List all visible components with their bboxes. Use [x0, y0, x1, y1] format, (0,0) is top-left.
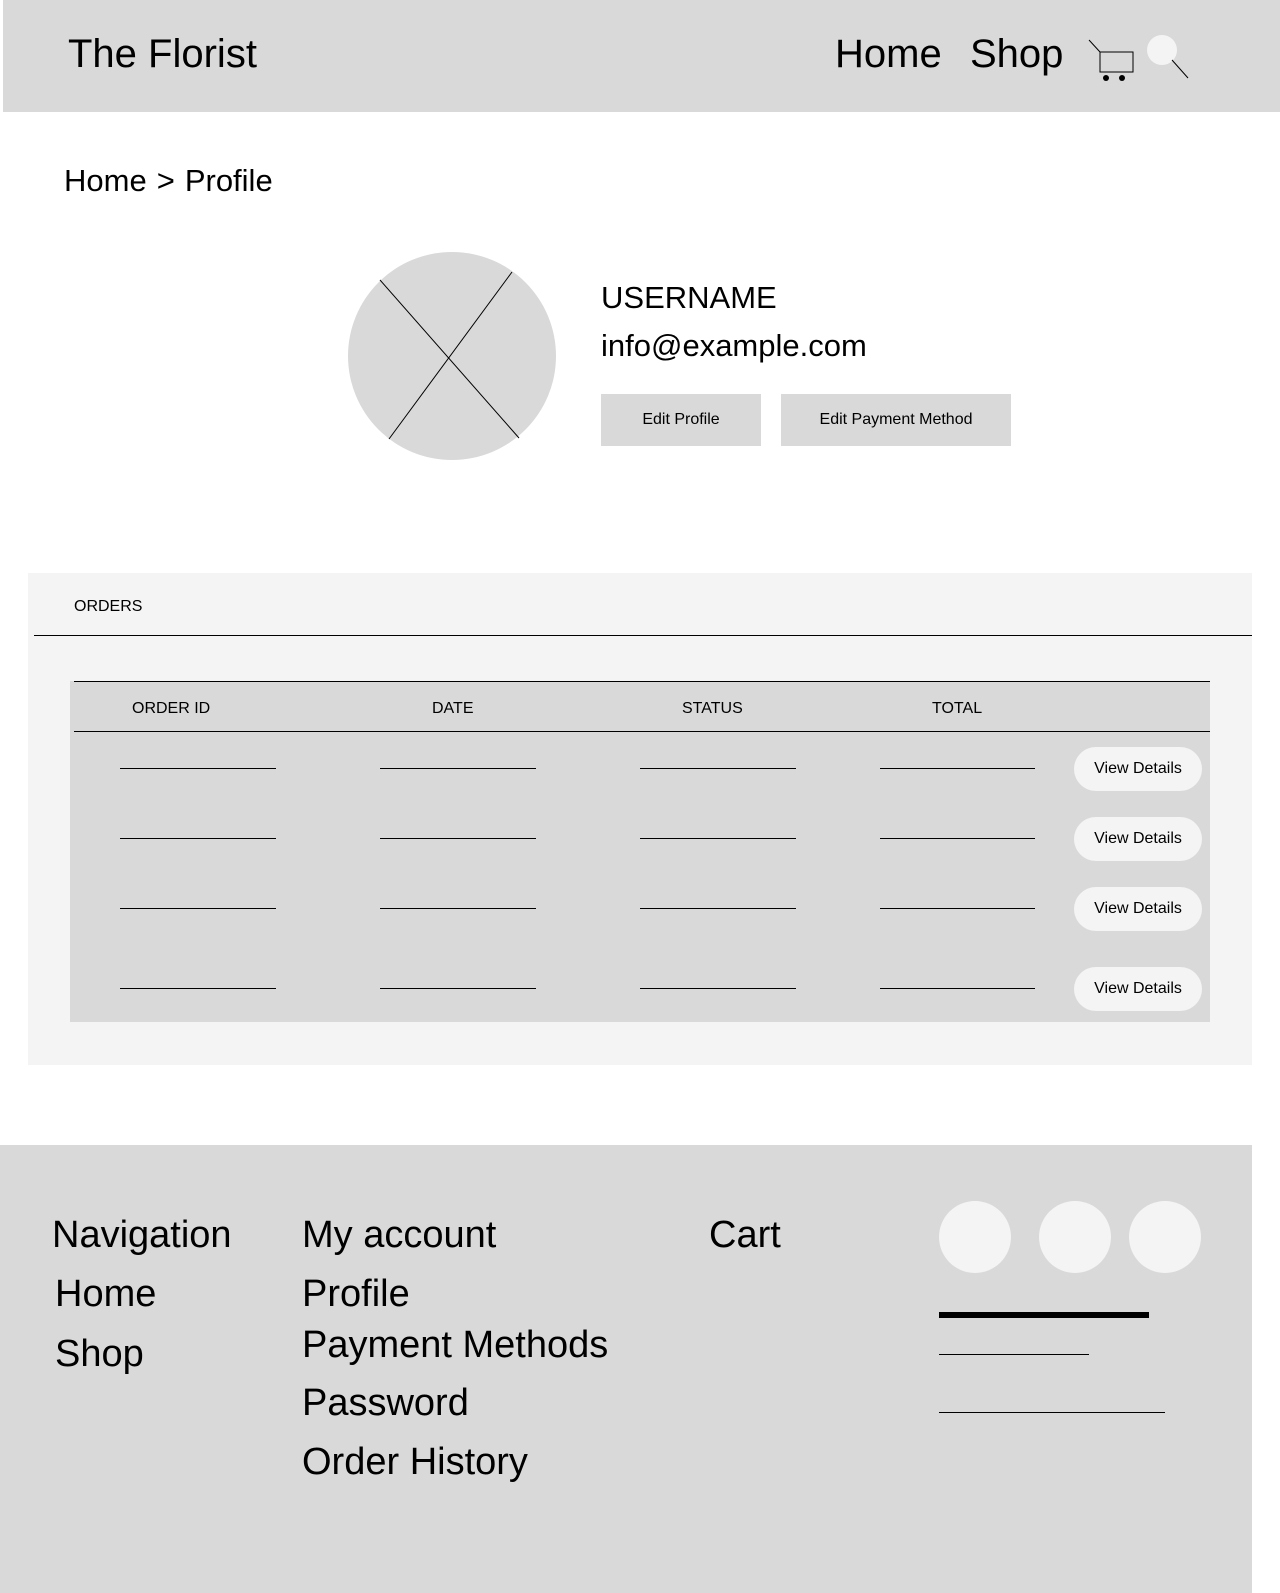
orders-table	[70, 681, 1210, 1022]
date-placeholder	[380, 908, 536, 909]
footer-password-link[interactable]: Password	[302, 1382, 469, 1424]
nav-shop-link[interactable]: Shop	[970, 32, 1064, 76]
profile-email: info@example.com	[601, 328, 867, 363]
orders-divider	[34, 635, 1252, 636]
order-id-placeholder	[120, 768, 276, 769]
date-placeholder	[380, 838, 536, 839]
status-placeholder	[640, 838, 796, 839]
brand-logo-text[interactable]: The Florist	[68, 32, 257, 76]
footer-my-account-heading: My account	[302, 1214, 497, 1256]
nav-home-link[interactable]: Home	[835, 32, 942, 76]
search-icon[interactable]	[1146, 34, 1194, 82]
date-placeholder	[380, 988, 536, 989]
status-placeholder	[640, 988, 796, 989]
avatar-placeholder-icon	[348, 252, 556, 460]
profile-username: USERNAME	[601, 280, 777, 315]
total-placeholder	[880, 838, 1035, 839]
column-header-date: DATE	[432, 700, 474, 717]
order-id-placeholder	[120, 838, 276, 839]
footer-navigation-heading: Navigation	[52, 1214, 232, 1256]
view-details-button[interactable]: View Details	[1074, 967, 1202, 1011]
footer-profile-link[interactable]: Profile	[302, 1273, 410, 1315]
footer-text-placeholder	[939, 1354, 1089, 1355]
social-icon-2[interactable]	[1039, 1201, 1111, 1273]
breadcrumb-current: Profile	[184, 163, 273, 198]
view-details-button[interactable]: View Details	[1074, 817, 1202, 861]
column-header-status: STATUS	[682, 700, 743, 717]
status-placeholder	[640, 768, 796, 769]
column-header-order-id: ORDER ID	[132, 700, 211, 717]
breadcrumb-home-link[interactable]: Home	[64, 163, 147, 198]
breadcrumb-separator: >	[156, 163, 175, 198]
status-placeholder	[640, 908, 796, 909]
order-id-placeholder	[120, 988, 276, 989]
edit-payment-method-button[interactable]: Edit Payment Method	[781, 394, 1011, 446]
footer-payment-methods-link[interactable]: Payment Methods	[302, 1324, 609, 1366]
footer-cart-link[interactable]: Cart	[709, 1214, 781, 1256]
cart-icon[interactable]	[1088, 38, 1136, 84]
orders-title: ORDERS	[74, 598, 143, 615]
footer-text-placeholder	[939, 1412, 1165, 1413]
total-placeholder	[880, 988, 1035, 989]
date-placeholder	[380, 768, 536, 769]
column-header-total: TOTAL	[932, 700, 983, 717]
footer-home-link[interactable]: Home	[55, 1273, 157, 1315]
breadcrumb	[64, 163, 273, 199]
footer-shop-link[interactable]: Shop	[55, 1333, 144, 1375]
social-icon-1[interactable]	[939, 1201, 1011, 1273]
edit-profile-button[interactable]: Edit Profile	[601, 394, 761, 446]
total-placeholder	[880, 908, 1035, 909]
view-details-button[interactable]: View Details	[1074, 747, 1202, 791]
total-placeholder	[880, 768, 1035, 769]
table-header-top-rule	[74, 681, 1210, 682]
view-details-button[interactable]: View Details	[1074, 887, 1202, 931]
social-icon-3[interactable]	[1129, 1201, 1201, 1273]
footer-order-history-link[interactable]: Order History	[302, 1441, 528, 1483]
table-header-bottom-rule	[74, 731, 1210, 732]
footer-text-placeholder-bold	[939, 1312, 1149, 1318]
order-id-placeholder	[120, 908, 276, 909]
